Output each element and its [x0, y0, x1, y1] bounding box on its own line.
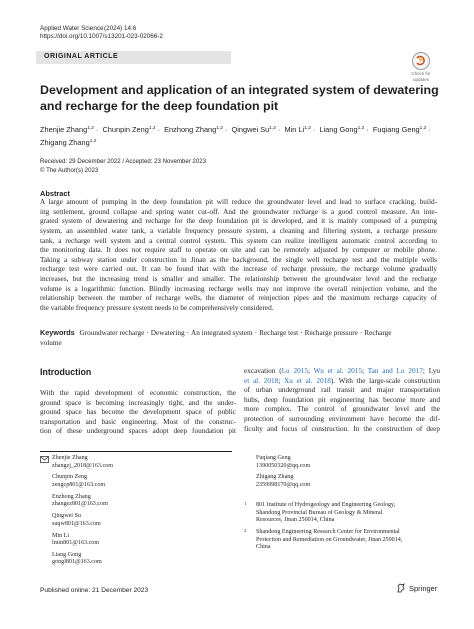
email-link[interactable]: lmin801@163.com: [52, 540, 100, 547]
journal-name: Applied Water Science: [40, 25, 104, 32]
abstract-line: tank, a recharge well system and a central control system. This system can realize intelligent automatic control according to: [40, 236, 437, 245]
keyword: Groundwater recharge: [79, 329, 145, 337]
contacts-right: [256, 455, 310, 494]
article-title: [40, 82, 440, 114]
check-updates-line1: Check for: [411, 71, 431, 76]
intro-line: et al. 2018; Xu et al. 2018). With the large-scale construction: [244, 376, 440, 385]
title-line: Development and application of an integrated system of dewatering: [40, 83, 439, 97]
abstract-line: recharge test were carried out. It can be found that with the increase of recharge pressure, the recharge volume gradually: [40, 265, 437, 274]
intro-line: excavation (Lu 2015; Wu et al. 2015; Tan and Lu 2017; Lyu: [244, 367, 440, 375]
received-accepted: Received: 29 December 2022 / Accepted: 23 November 2023: [40, 158, 206, 165]
introduction-heading: Introduction: [40, 367, 92, 377]
author[interactable]: Qingwei Su$^{1,2}$: [231, 125, 276, 134]
intro-line: ground space is becoming increasingly tight, and the under-: [40, 398, 236, 407]
intro-right-column: [244, 367, 440, 434]
publisher-logo[interactable]: [396, 583, 437, 593]
contact-entry: Zhenjie Zhang zhangzj_2018@163.com: [52, 455, 113, 469]
title-line: and recharge for the deep foundation pit: [40, 99, 279, 113]
abstract-line: system, an assembled water tank, a variable frequency pressure system, a cleaning and filtering system, a recharge pressure: [40, 226, 437, 235]
abstract-heading: Abstract: [40, 189, 70, 198]
article-dates: [40, 158, 206, 175]
citation-link[interactable]: Tan and Lu 2017: [367, 367, 423, 375]
citation-link[interactable]: Wu et al. 2015: [313, 367, 363, 375]
intro-left-column: [40, 389, 236, 437]
abstract-line: Taking a subway station under construction in Jinan as the background, the single well recharge test and the multiple wells: [40, 255, 437, 264]
contacts-left: [52, 455, 113, 571]
abstract-body: [40, 198, 437, 314]
affiliation: 2 Shandong Engineering Research Center for Environmental Protection and Remediation on Groundwater, Jinan 250014, China: [244, 528, 403, 551]
author[interactable]: Chunpin Zeng$^{1,2}$: [102, 125, 156, 134]
intro-line: more complex. The control of groundwater level and the: [244, 405, 440, 414]
abstract-line: volume is a logarithmic function. Blindly increasing recharge wells may not improve the overall reinjection volume, and the: [40, 284, 437, 293]
keyword: An integrated system: [191, 329, 253, 337]
published-online: Published online: 21 December 2023: [40, 587, 149, 594]
journal-issue: (2024) 14:6: [104, 25, 137, 32]
author[interactable]: Zhigang Zhang$^{1,2}$: [40, 137, 97, 147]
contact-entry: Zhigang Zhang 2359998170@qq.com: [256, 474, 311, 488]
author[interactable]: Liang Gong$^{1,2}$: [319, 125, 365, 134]
doi-link[interactable]: https://doi.org/10.1007/s13201-023-02066-2: [40, 33, 163, 41]
envelope-icon: [40, 456, 49, 463]
abstract-line: increases, but the increasing trend is smaller and smaller. The relationship between the groundwater level and the recharge: [40, 275, 437, 284]
footnote-divider: [40, 451, 232, 452]
check-for-updates-button[interactable]: [405, 52, 437, 82]
keyword: Recharge test: [259, 329, 299, 337]
affiliation: 1 801 Institute of Hydrogeology and Engineering Geology, Shandong Provincial Bureau of Geology & Mineral Resources, Jinan 250014, China: [244, 501, 396, 524]
publisher-name: Springer: [409, 583, 438, 593]
author[interactable]: Fuqiang Geng$^{1,2}$: [372, 125, 427, 134]
email-link[interactable]: 2359998170@qq.com: [256, 481, 311, 488]
contact-entry: Min Li lmin801@163.com: [52, 533, 113, 548]
affiliation-number: 2: [244, 528, 247, 533]
affiliation-number: 1: [244, 501, 247, 506]
intro-line: protection of surrounding environment have become the dif-: [244, 414, 440, 423]
citation-link[interactable]: et al. 2018: [244, 376, 279, 385]
email-link[interactable]: zhangez801@163.com: [52, 501, 108, 508]
keyword: Dewatering: [150, 329, 185, 337]
abstract-line: ing settlement, ground collapse and spring water cut-off. And the groundwater recharge is a good control measure. An inte-: [40, 207, 437, 216]
abstract-line: grated system of dewatering and recharge for the deep foundation pit is developed, and it is mainly composed of a pumping: [40, 217, 437, 226]
intro-line: transportation and basic engineering. Most of the construc-: [40, 417, 236, 426]
intro-line: hubs, deep foundation pit engineering has become more and: [244, 395, 440, 404]
contact-entry: Liang Gong gongl801@163.com: [52, 552, 113, 567]
author[interactable]: Enzhong Zhang$^{1,2}$: [164, 125, 223, 134]
keywords-heading: Keywords: [40, 328, 75, 337]
citation-link[interactable]: Xu et al. 2018: [284, 376, 331, 385]
abstract-line: A large amount of pumping in the deep foundation pit will reduce the groundwater level and lead to surface cracking, build-: [40, 198, 437, 206]
citation-link[interactable]: Lu 2015: [281, 367, 308, 375]
email-link[interactable]: zhangzj_2018@163.com: [52, 462, 113, 469]
email-link[interactable]: gongl801@163.com: [52, 559, 102, 566]
author[interactable]: Min Li$^{1,2}$: [284, 125, 311, 134]
abstract-line: the monitoring data. It does not require staff to operate on site and can be remotely adjusted by computer or mobile phone.: [40, 246, 437, 255]
intro-line: ficulty and focus of construction. In the construction of deep: [244, 424, 440, 433]
email-link[interactable]: zengcp801@163.com: [52, 481, 106, 488]
check-updates-line2: updates: [412, 77, 429, 82]
contact-entry: Qingwei Su suqw801@163.com: [52, 513, 113, 528]
email-link[interactable]: suqw801@163.com: [52, 520, 101, 527]
article-type-label: ORIGINAL ARTICLE: [44, 53, 119, 60]
intro-line: ground space has become the development space of public: [40, 408, 236, 417]
contact-entry: Fuqiang Geng 1390050320@qq.com: [256, 455, 311, 469]
author-list: Zhenjie Zhang$^{1,2}$ · Chunpin Zeng$^{1,2}$ · Enzhong Zhang$^{1,2}$ · Qingwei Su$^{1,2}$ · Min Li$^{1,2}$ · Liang Gong$^{1,2}$ · Fuqiang Geng$^{1,2}$ · Zhigang Zhang$^{1,2}$: [40, 125, 431, 147]
intro-line: tion of these underground spaces adopt deep foundation pit: [40, 427, 236, 436]
keywords: Keywords Groundwater recharge · Dewatering · An integrated system · Recharge test · Recharge pressure · Recharge volume: [40, 328, 392, 347]
abstract-line: relationship between the number of recharge wells, the diameter of reinjection pipes and the maximum recharge capacity of: [40, 294, 437, 303]
author[interactable]: Zhenjie Zhang$^{1,2}$: [40, 125, 94, 134]
intro-line: With the rapid development of economic construction, the: [40, 389, 236, 397]
springer-horse-icon: [396, 583, 406, 593]
contact-entry: Chunpin Zeng zengcp801@163.com: [52, 474, 113, 489]
keyword: Recharge pressure: [304, 329, 358, 337]
check-updates-icon: [412, 52, 430, 70]
article-type-bar: [36, 51, 231, 64]
copyright: © The Author(s) 2023: [40, 166, 99, 174]
email-link[interactable]: 1390050320@qq.com: [256, 462, 311, 469]
abstract-line: the variable frequency pressure system needs to be comprehensively considered.: [40, 304, 274, 313]
keyword: Recharge: [364, 329, 392, 337]
keyword-wrap: volume: [40, 338, 62, 347]
contact-entry: Enzhong Zhang zhangez801@163.com: [52, 494, 113, 509]
intro-line: of urban underground rail transit and major transportation: [244, 386, 440, 395]
journal-header: [40, 25, 163, 41]
